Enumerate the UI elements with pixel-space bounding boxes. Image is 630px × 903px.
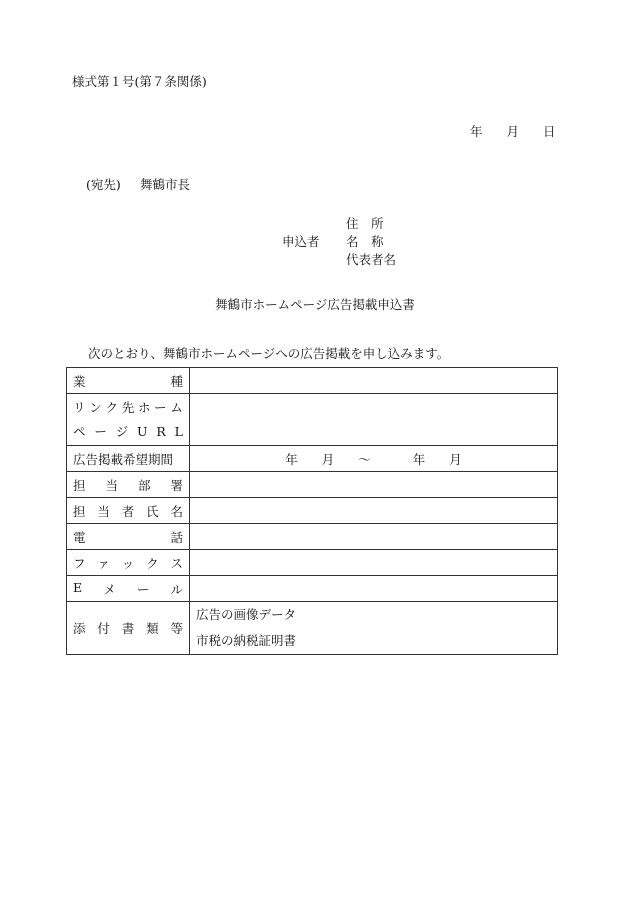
phone-value[interactable] <box>190 524 558 550</box>
attachment-item: 市税の納税証明書 <box>196 633 297 648</box>
date-year-label: 年 <box>470 124 483 139</box>
person-label: 担 当 者 氏 名 <box>67 498 190 524</box>
email-label: E メ ー ル <box>67 576 190 602</box>
date-day-label: 日 <box>543 124 556 139</box>
row-period <box>67 446 558 472</box>
row-email <box>67 576 558 602</box>
intro-text: 次のとおり、舞鶴市ホームページへの広告掲載を申し込みます。 <box>88 346 450 361</box>
row-fax <box>67 550 558 576</box>
row-industry <box>67 368 558 394</box>
period-tilde: ～ <box>358 451 371 467</box>
attachments-label: 添 付 書 類 等 <box>67 602 190 655</box>
row-person <box>67 498 558 524</box>
addressee-name: 舞鶴市長 <box>140 177 191 192</box>
industry-label: 業 種 <box>67 368 190 394</box>
period-month2: 月 <box>449 451 462 467</box>
row-link-url <box>67 394 558 446</box>
applicant-representative-label: 代表者名 <box>346 252 397 267</box>
department-label: 担 当 部 署 <box>67 472 190 498</box>
row-phone <box>67 524 558 550</box>
email-value[interactable] <box>190 576 558 602</box>
period-label: 広告掲載希望期間 <box>67 446 190 472</box>
person-value[interactable] <box>190 498 558 524</box>
period-value[interactable] <box>190 446 558 472</box>
addressee <box>86 177 190 193</box>
fax-label: フ ァ ッ ク ス <box>67 550 190 576</box>
link-url-value[interactable] <box>190 394 558 446</box>
addressee-to-label: (宛先) <box>86 177 121 192</box>
period-year2: 年 <box>412 451 426 467</box>
industry-value[interactable] <box>190 368 558 394</box>
row-attachments <box>67 602 558 655</box>
applicant-name-label: 名 称 <box>346 234 384 249</box>
date-month-label: 月 <box>506 124 520 139</box>
document-title: 舞鶴市ホームページ広告掲載申込書 <box>215 297 415 312</box>
attachment-item: 広告の画像データ <box>196 607 297 622</box>
applicant-fields <box>346 215 396 269</box>
fax-value[interactable] <box>190 550 558 576</box>
form-number: 様式第１号(第７条関係) <box>72 74 207 89</box>
phone-label: 電 話 <box>67 524 190 550</box>
date-line <box>470 124 556 140</box>
application-table <box>66 367 558 655</box>
applicant-label: 申込者 <box>282 234 320 249</box>
department-value[interactable] <box>190 472 558 498</box>
applicant-address-label: 住 所 <box>346 216 384 231</box>
row-department <box>67 472 558 498</box>
period-year1: 年 <box>285 451 298 467</box>
period-month1: 月 <box>321 451 335 467</box>
link-url-label: リ ン ク 先 ホ ー ム ペ ー ジ U R L <box>67 394 190 446</box>
attachments-value <box>190 602 558 655</box>
